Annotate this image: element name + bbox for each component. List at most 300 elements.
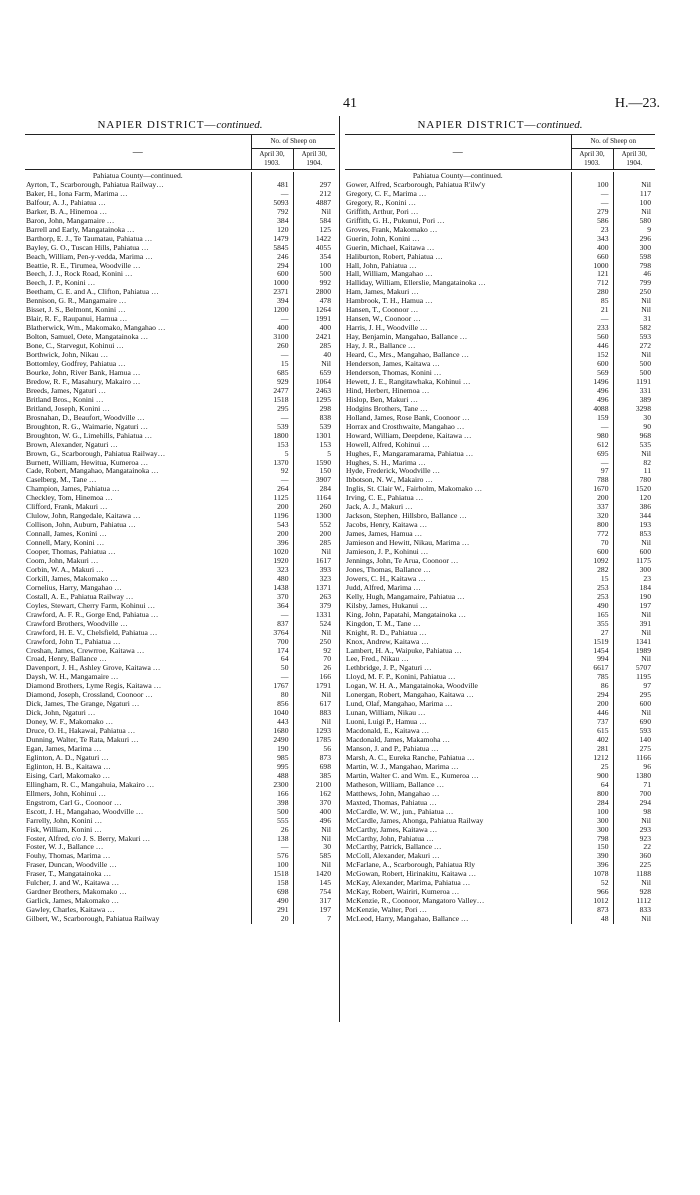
sheep-1903: 26 [251,826,293,835]
sheep-1903: 21 [571,306,613,315]
left-table-row [25,324,335,333]
owner-name: Martin, Walter C. and Wm. E., Kumeroa … [346,771,479,780]
sheep-1903: 980 [571,432,613,441]
sheep-1903: 612 [571,441,613,450]
right-table-row [345,217,655,226]
owner-name: Barthorp, E. J., Te Taumatau, Pahiatua … [26,234,153,243]
right-table-row [345,476,655,485]
sheep-1904: 71 [613,781,655,790]
owner-name: Manson, J. and P., Pahiatua … [346,745,439,753]
right-table-row [345,199,655,208]
sheep-1904: 30 [613,414,655,423]
sheep-1903: 1012 [571,897,613,906]
column-divider [339,116,340,1022]
sheep-1904: 3907 [293,476,335,485]
sheep-1903: 390 [571,852,613,861]
left-table-row [25,414,335,423]
sheep-1904: 389 [613,396,655,405]
owner-name: Britland Bros., Konini … [26,395,104,404]
sheep-1903: 48 [571,915,613,924]
sheep-1904: Nil [293,360,335,369]
sheep-1903: — [571,315,613,324]
sheep-1903: 712 [571,279,613,288]
right-table-row [345,315,655,324]
left-table-row [25,270,335,279]
sheep-1904: 992 [293,279,335,288]
sheep-1903: 50 [251,664,293,673]
owner-name: Crawford, John T., Pahiatua … [26,637,121,646]
sheep-1903: 402 [571,736,613,745]
owner-name: Lethbridge, J. P., Ngaturi … [346,664,432,673]
sheep-1903: 85 [571,297,613,306]
sheep-1903: 200 [251,530,293,539]
sheep-1904: 1991 [293,315,335,324]
owner-name: Jack, A. J., Makuri … [346,503,413,512]
owner-name: Bisset, J. S., Belmont, Konini … [26,306,126,315]
owner-name: Coom, John, Makuri … [26,556,99,565]
sheep-1903: 120 [251,226,293,235]
owner-name: Fraser, T., Mangatainoka … [26,870,112,879]
owner-name: McCarthy, James, Kaitawa … [346,825,438,834]
left-header-group: No. of Sheep on [251,135,335,149]
sheep-1903: 92 [251,467,293,476]
sheep-1903: 576 [251,852,293,861]
sheep-1904: Nil [293,208,335,217]
sheep-1904: 391 [613,620,655,629]
sheep-1903: 856 [251,700,293,709]
sheep-1904: 617 [293,700,335,709]
sheep-1904: Nil [293,629,335,638]
right-table-row [345,279,655,288]
right-table-row [345,190,655,199]
sheep-1903: 539 [251,423,293,432]
sheep-1903: 490 [571,602,613,611]
sheep-1903: 1920 [251,557,293,566]
owner-name: Eglinton, H. B., Kaitawa … [26,762,111,771]
sheep-1904: 873 [293,754,335,763]
right-table-row [345,691,655,700]
left-table-row [25,826,335,835]
owner-name: Gower, Alfred, Scarborough, Pahiatua R'ilw'y [346,180,486,189]
owner-name: Haliburton, Robert, Pahiatua … [346,252,443,261]
sheep-1904: 598 [613,253,655,262]
owner-name: Lunan, William, Nikau … [346,709,426,718]
sheep-1904: 295 [613,691,655,700]
sheep-1904: Nil [293,861,335,870]
sheep-1903: 2477 [251,387,293,396]
owner-name: Beetham, C. E. and A., Clifton, Pahiatua … [26,288,159,297]
owner-name: Egan, James, Marima … [26,745,102,753]
sheep-1903: 995 [251,763,293,772]
right-table-row [345,467,655,476]
sheep-1903: 80 [251,691,293,700]
owner-name: Breeds, James, Ngaturi … [26,386,106,395]
sheep-1904: 1188 [613,870,655,879]
owner-name: Baker, H., Iona Farm, Marima … [26,189,128,198]
left-table-row [25,208,335,217]
left-table-row [25,790,335,799]
left-table-row [25,557,335,566]
owner-name: Garlick, James, Makomako … [26,897,120,906]
sheep-1903: 190 [251,745,293,754]
sheep-1903: 985 [251,754,293,763]
owner-name: Farrelly, John, Konini … [26,816,103,825]
sheep-1904: 40 [293,351,335,360]
sheep-1904: 1195 [613,673,655,682]
left-table-row [25,351,335,360]
right-table-row [345,611,655,620]
left-table-row [25,888,335,897]
sheep-1904: 297 [293,181,335,190]
owner-name: Hislop, Ben, Makuri … [346,395,418,404]
sheep-1904: Nil [613,351,655,360]
sheep-1904: 780 [613,476,655,485]
left-table-row [25,342,335,351]
sheep-1904: 585 [293,852,335,861]
right-table-row [345,835,655,844]
owner-name: Hewett, J. E., Rangitawhaka, Kohinui … [346,377,471,386]
sheep-1903: 295 [251,405,293,414]
right-table-row [345,727,655,736]
sheep-1904: 56 [293,745,335,754]
owner-name: Ayrton, T., Scarborough, Pahiatua Railway… [26,180,164,189]
left-table-row [25,861,335,870]
sheep-1904: 96 [613,763,655,772]
owner-name: Howard, William, Deepdene, Kaitawa … [346,431,472,440]
right-table-row [345,620,655,629]
sheep-1903: 900 [571,772,613,781]
owner-name: Hansen, W., Coonoor … [346,315,421,324]
sheep-1904: 500 [613,360,655,369]
owner-name: Hay, J. R., Ballance … [346,342,416,351]
sheep-1903: 300 [571,826,613,835]
sheep-1903: 337 [571,503,613,512]
sheep-1904: 496 [293,817,335,826]
sheep-1903: 873 [571,906,613,915]
owner-name: Lonergan, Robert, Mangahao, Kaitawa … [346,691,474,700]
right-table-row [345,459,655,468]
sheep-1903: — [251,476,293,485]
left-table-row [25,360,335,369]
owner-name: Blatherwick, Wm., Makomako, Mangahao … [26,324,166,333]
right-table-row [345,253,655,262]
right-table-row [345,270,655,279]
sheep-1903: 443 [251,718,293,727]
sheep-1904: 2463 [293,387,335,396]
owner-name: Luoni, Luigi P., Hamua … [346,718,427,727]
left-table-row [25,843,335,852]
left-table-row [25,539,335,548]
owner-name: Jacobs, Henry, Kaitawa … [346,521,428,530]
owner-name: Lambert, H. A., Waipuke, Pahiatua … [346,646,462,655]
sheep-1903: — [251,315,293,324]
right-table-row [345,485,655,494]
owner-name: Hughes, F., Mangaramarama, Pahiatua … [346,449,474,458]
owner-name: Cooper, Thomas, Pahiatua … [26,548,116,557]
sheep-1903: — [571,459,613,468]
owner-name: Judd, Alfred, Marima … [346,583,421,592]
sheep-1904: 1301 [293,432,335,441]
right-table-row [345,772,655,781]
sheep-1904: 140 [613,736,655,745]
sheep-1904: 331 [613,387,655,396]
owner-name: McKenzie, R., Coonoor, Mangatoro Valley… [346,897,485,906]
right-table-row [345,897,655,906]
right-table-row [345,324,655,333]
sheep-1904: 360 [613,852,655,861]
sheep-1904: Nil [293,718,335,727]
right-table-row [345,396,655,405]
sheep-1904: 90 [613,423,655,432]
owner-name: Irving, C. E., Pahiatua … [346,494,424,503]
sheep-1903: 1680 [251,727,293,736]
right-table-row [345,870,655,879]
sheep-1903: 660 [571,253,613,262]
sheep-1904: 197 [293,906,335,915]
sheep-1903: 569 [571,369,613,378]
sheep-1904: 500 [613,369,655,378]
sheep-1904: 31 [613,315,655,324]
owner-name: Fulcher, J. and W., Kaitawa … [26,879,120,888]
right-district-title-text: NAPIER DISTRICT— [417,119,537,131]
owner-name: Engstrom, Carl G., Coonoor … [26,798,122,807]
sheep-1903: — [251,190,293,199]
left-table-row [25,879,335,888]
sheep-1903: 3764 [251,629,293,638]
sheep-1903: 200 [251,503,293,512]
right-section-title: Pahiatua County—continued. [412,172,503,180]
right-table-row [345,673,655,682]
left-table-row [25,476,335,485]
sheep-1903: 200 [571,700,613,709]
sheep-1904: 4887 [293,199,335,208]
sheep-1903: 200 [571,494,613,503]
left-table-row [25,673,335,682]
left-table-row [25,387,335,396]
sheep-1904: 1371 [293,584,335,593]
owner-name: Ellingham, R. C., Mangahuia, Makairo … [26,780,155,789]
sheep-1904: 275 [613,745,655,754]
sheep-1904: 117 [613,190,655,199]
owner-name: Daysh, W. H., Mangamaire … [26,673,119,682]
owner-name: Ham, James, Makuri … [346,288,419,297]
left-table-row [25,772,335,781]
sheep-1904: 370 [293,799,335,808]
sheep-1904: 2800 [293,288,335,297]
right-sheep-table [345,134,655,924]
owner-name: Corkill, James, Makomako … [26,574,118,583]
right-table-row [345,781,655,790]
right-table-row [345,638,655,647]
owner-name: Druce, O. H., Hakawai, Pahiatua … [26,727,136,736]
left-table-row [25,315,335,324]
left-table-row [25,378,335,387]
sheep-1903: 291 [251,906,293,915]
owner-name: Foster, Alfred, c/o J. S. Berry, Makuri … [26,834,151,843]
sheep-1903: 27 [571,629,613,638]
sheep-1903: 772 [571,530,613,539]
sheep-1904: Nil [293,691,335,700]
sheep-1904: Nil [293,826,335,835]
owner-name: McCardle, W. W., jun., Pahiatua … [346,807,454,816]
owner-name: Diamond Brothers, Lyme Regis, Kaitawa … [26,682,162,691]
sheep-1904: 212 [293,190,335,199]
right-header-1904: April 30, 1904. [621,150,647,167]
left-table-row [25,763,335,772]
left-table-row [25,548,335,557]
sheep-1904: 754 [293,888,335,897]
sheep-1904: 293 [613,826,655,835]
sheep-1904: 30 [293,843,335,852]
left-table-row [25,181,335,190]
sheep-1903: 166 [251,790,293,799]
owner-name: Martin, W. J., Mangahao, Marima … [346,762,459,771]
owner-name: Champion, James, Pahiatua … [26,485,120,494]
left-table-row [25,244,335,253]
sheep-1903: 737 [571,718,613,727]
sheep-1903: 86 [571,682,613,691]
sheep-1903: 1496 [571,378,613,387]
right-header-group: No. of Sheep on [571,135,655,149]
sheep-1904: Nil [613,306,655,315]
right-table-row [345,369,655,378]
sheep-1904: Nil [613,297,655,306]
sheep-1904: 535 [613,441,655,450]
sheep-1903: 253 [571,593,613,602]
left-table-row [25,566,335,575]
right-table-row [345,763,655,772]
sheep-1903: 994 [571,655,613,664]
owner-name: Macdonald, E., Kaitawa … [346,727,430,736]
left-table-row [25,718,335,727]
sheep-1903: 158 [251,879,293,888]
sheep-1904: 190 [613,593,655,602]
owner-name: Dick, James, The Grange, Ngaturi … [26,700,140,709]
sheep-1904: 300 [613,244,655,253]
sheep-1903: 800 [571,790,613,799]
sheep-1904: 11 [613,467,655,476]
right-table-row [345,351,655,360]
right-table-row [345,530,655,539]
sheep-1903: 233 [571,324,613,333]
sheep-1904: 317 [293,897,335,906]
owner-name: Barker, B. A., Hinemoa … [26,207,108,216]
owner-name: Borthwick, John, Nikau … [26,351,109,360]
owner-name: Beech, J. J., Rock Road, Konini … [26,270,133,279]
sheep-1904: 200 [293,530,335,539]
right-table-row [345,226,655,235]
owner-name: Creshan, James, Crewrroe, Kaitawa … [26,646,145,655]
sheep-1903: 280 [571,288,613,297]
right-table-row [345,414,655,423]
left-table-row [25,620,335,629]
sheep-1903: 264 [251,485,293,494]
owner-name: Caselberg, M., Tane … [26,476,97,485]
sheep-1903: 800 [571,521,613,530]
owner-name: Britland, Joseph, Konini … [26,404,110,413]
left-column [25,116,335,924]
owner-name: Connell, Mary, Konini … [26,539,105,548]
owner-name: Beattie, R. E., Tirumea, Woodville … [26,261,141,270]
owner-name: Kingdon, T. M., Tane … [346,619,421,628]
sheep-1904: 1785 [293,736,335,745]
sheep-1904: 1175 [613,557,655,566]
right-table-row [345,790,655,799]
owner-name: Crawford, H. E. V., Chelsfield, Pahiatua … [26,628,158,637]
owner-name: Cade, Robert, Mangahao, Mangatainoka … [26,467,159,476]
sheep-1904: Nil [613,655,655,664]
sheep-1903: 1200 [251,306,293,315]
sheep-1903: 560 [571,333,613,342]
page-number: 41 [343,96,357,111]
right-table-row [345,521,655,530]
owner-name: Bottomley, Godfrey, Pahiatua … [26,360,126,369]
left-table-row [25,432,335,441]
right-table-row [345,906,655,915]
left-table-row [25,691,335,700]
right-table-row [345,745,655,754]
sheep-1903: 174 [251,647,293,656]
left-table-row [25,512,335,521]
left-header-name: — [25,135,251,170]
sheep-1903: — [571,423,613,432]
owner-name: Hind, Herbert, Hinemoa … [346,386,430,395]
sheep-1903: 343 [571,235,613,244]
sheep-1903: 323 [251,566,293,575]
left-table-row [25,611,335,620]
owner-name: Inglis, St. Clair W., Fairholm, Makomako … [346,485,483,494]
left-district-title-cont: continued. [216,119,263,131]
left-table-row [25,423,335,432]
sheep-1904: Nil [613,629,655,638]
sheep-1904: 98 [613,808,655,817]
left-table-row [25,745,335,754]
sheep-1903: 5845 [251,244,293,253]
owner-name: Cornelius, Harry, Mangahao … [26,583,122,592]
sheep-1903: 97 [571,467,613,476]
left-table-row [25,906,335,915]
sheep-1904: 22 [613,843,655,852]
sheep-1903: 370 [251,593,293,602]
sheep-1904: 5 [293,450,335,459]
left-table-row [25,799,335,808]
left-header-1903: April 30, 1903. [251,149,293,170]
sheep-1903: 121 [571,270,613,279]
right-table-row [345,808,655,817]
sheep-1904: 584 [293,217,335,226]
sheep-1903: 798 [571,835,613,844]
sheep-1903: 246 [251,253,293,262]
sheep-1903: 394 [251,297,293,306]
sheep-1904: 125 [293,226,335,235]
owner-name: Clulow, John, Rangedale, Kaitawa … [26,512,141,521]
sheep-1904: 97 [613,682,655,691]
sheep-1903: 698 [251,888,293,897]
sheep-1904: 700 [613,790,655,799]
left-table-row [25,584,335,593]
right-table-row [345,306,655,315]
sheep-1903: — [571,190,613,199]
right-table-row [345,709,655,718]
sheep-1903: 281 [571,745,613,754]
left-table-row [25,817,335,826]
sheep-1904: 145 [293,879,335,888]
left-table-row [25,664,335,673]
sheep-1903: 446 [571,709,613,718]
sheep-1904: 9 [613,226,655,235]
right-table-row [345,915,655,924]
sheep-1903: 496 [571,396,613,405]
